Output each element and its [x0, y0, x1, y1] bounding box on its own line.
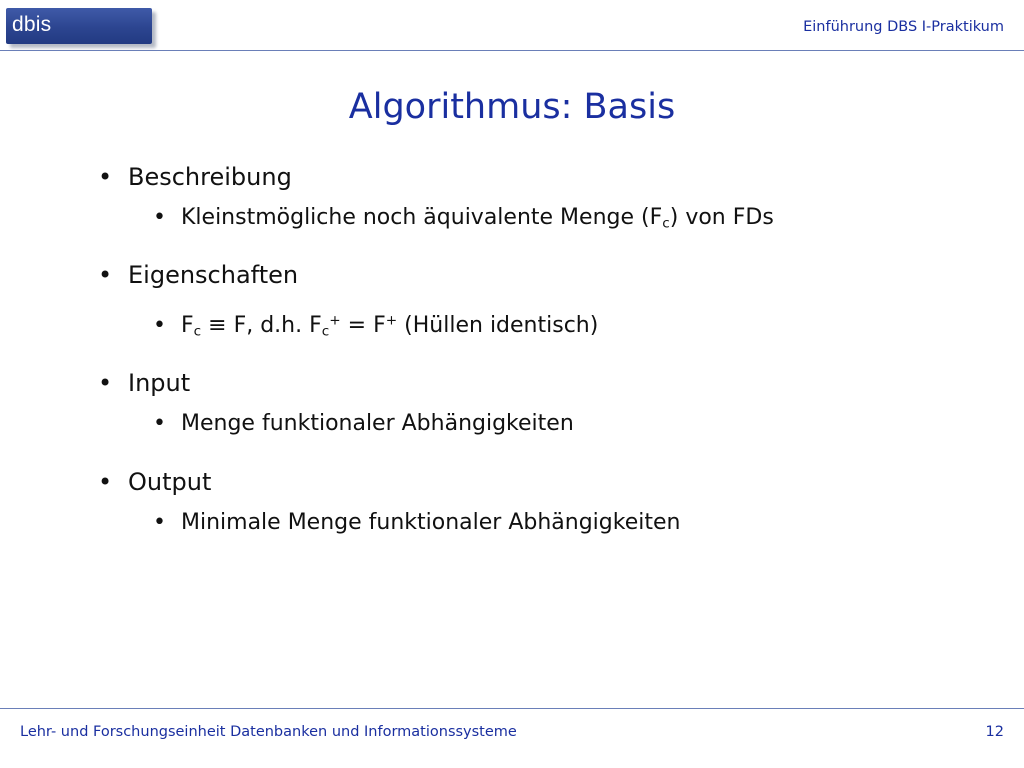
bullet-icon: • [98, 163, 113, 191]
bullet-heading: Output [128, 468, 212, 496]
logo-text: dbis [12, 13, 52, 36]
text-part: F [181, 313, 194, 338]
sub-bullet-text [181, 203, 774, 233]
bullet-icon: • [98, 369, 113, 397]
superscript: + [329, 312, 341, 329]
text-part: (Hüllen identisch) [397, 313, 599, 338]
bullet-icon: • [153, 510, 166, 535]
bullet-heading: Beschreibung [128, 163, 292, 191]
bullet-icon: • [98, 468, 113, 496]
text-part: ≡ F, d.h. F [201, 313, 322, 338]
subscript: c [662, 215, 670, 232]
bullet-icon: • [153, 205, 166, 230]
bullet-heading: Eigenschaften [128, 261, 299, 289]
text-part: = F [340, 313, 386, 338]
bullet-icon: • [98, 261, 113, 289]
text-part: Kleinstmögliche noch äquivalente Menge (F [181, 205, 663, 230]
sub-bullet-text: Minimale Menge funktionaler Abhängigkeiten [181, 510, 681, 535]
bullet-icon: • [153, 313, 166, 338]
bullet-icon: • [153, 411, 166, 436]
page-number: 12 [985, 724, 1004, 740]
subscript: c [193, 323, 202, 340]
footer-institution: Lehr- und Forschungseinheit Datenbanken und Informationssysteme [20, 724, 517, 740]
text-part: ) von FDs [669, 205, 774, 230]
slide-title: Algorithmus: Basis [348, 87, 676, 127]
superscript: + [385, 312, 398, 329]
sub-bullet-text: Menge funktionaler Abhängigkeiten [181, 411, 574, 436]
bullet-heading: Input [128, 369, 191, 397]
subscript: c [321, 323, 330, 340]
sub-bullet-text [181, 311, 598, 341]
footer-divider [0, 708, 1024, 709]
course-title: Einführung DBS I-Praktikum [803, 19, 1004, 35]
